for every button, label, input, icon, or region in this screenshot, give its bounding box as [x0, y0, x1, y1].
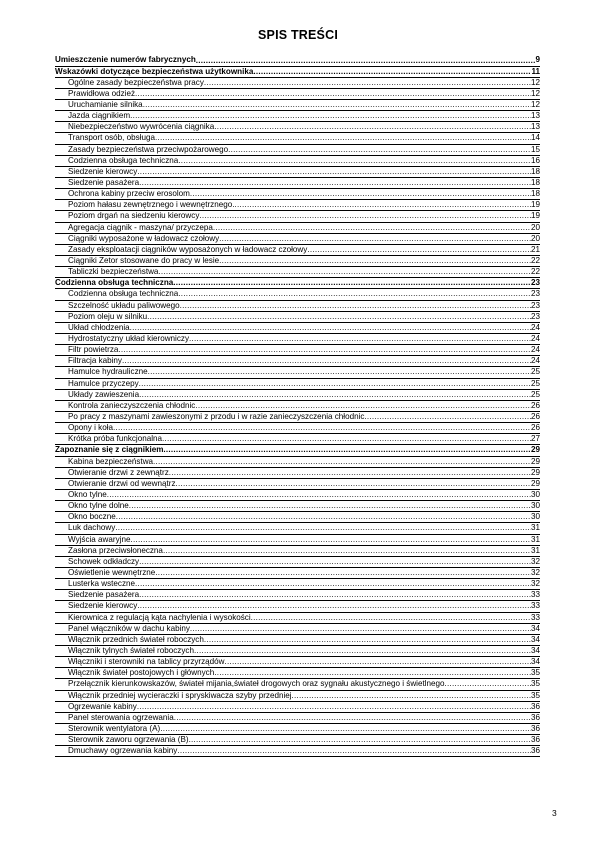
toc-entry-page: 18 [530, 166, 540, 176]
dot-leader [169, 468, 531, 478]
dot-leader [180, 301, 531, 311]
dot-leader [113, 423, 531, 433]
toc-entry-page: 24 [530, 322, 540, 332]
toc-entry-page: 21 [530, 244, 540, 254]
toc-entry[interactable] [55, 546, 540, 557]
toc-entry-page: 36 [530, 735, 540, 745]
toc-entry-page: 20 [530, 222, 540, 232]
toc-entry-page: 32 [530, 579, 540, 589]
toc-entry-page: 23 [530, 278, 540, 288]
dot-leader [176, 479, 531, 489]
toc-entry[interactable] [55, 713, 540, 724]
toc-entry-page: 15 [530, 144, 540, 154]
toc-entry-label: Kierownica z regulacją kąta nachylenia i wysokości [68, 612, 251, 622]
toc-entry[interactable] [55, 145, 540, 156]
dot-leader [122, 356, 531, 366]
toc-entry[interactable] [55, 323, 540, 334]
toc-entry-page: 13 [530, 111, 540, 121]
dot-leader [143, 100, 531, 110]
dot-leader [139, 178, 531, 188]
toc-entry[interactable] [55, 568, 540, 579]
toc-entry[interactable] [55, 89, 540, 100]
toc-entry[interactable] [55, 457, 540, 468]
dot-leader [178, 289, 531, 299]
toc-entry[interactable] [55, 468, 540, 479]
toc-entry[interactable] [55, 423, 540, 434]
toc-entry-label: Siedzenie pasażera [68, 178, 140, 188]
toc-entry-page: 13 [530, 122, 540, 132]
toc-entry-page: 34 [530, 657, 540, 667]
dot-leader [129, 501, 531, 511]
dot-leader [251, 613, 531, 623]
toc-entry-page: 35 [530, 668, 540, 678]
page-title: SPIS TREŚCI [258, 28, 338, 42]
toc-entry-label: Włącznik przednich świateł roboczych [68, 634, 204, 644]
toc-entry-label: Ogrzewanie kabiny [68, 701, 137, 711]
dot-leader [137, 167, 531, 177]
toc-entry-label: Wyjścia awaryjne [68, 534, 131, 544]
toc-entry-label: Układy zawieszenia [68, 389, 140, 399]
toc-entry[interactable] [55, 356, 540, 367]
dot-leader [160, 724, 531, 734]
toc-section-entry[interactable] [55, 445, 540, 456]
toc-entry-label: Zasłona przeciwsłoneczna [68, 545, 163, 555]
toc-entry-label: Filtr powietrza [68, 345, 119, 355]
dot-leader [107, 490, 531, 500]
toc-entry-label: Zasady eksploatacji ciągników wyposażonych w ładowacz czołowy [68, 244, 308, 254]
toc-entry-page: 12 [530, 88, 540, 98]
toc-entry-label: Siedzenie pasażera [68, 590, 140, 600]
toc-entry-label: Siedzenie kierowcy [68, 601, 138, 611]
toc-entry-label: Panel sterowania ogrzewania [68, 712, 174, 722]
toc-entry-label: Włączniki i sterowniki na tablicy przyrządów [68, 657, 225, 667]
toc-entry[interactable] [55, 100, 540, 111]
toc-entry[interactable] [55, 746, 540, 757]
toc-entry-page: 36 [530, 746, 540, 756]
toc-entry-page: 33 [530, 612, 540, 622]
toc-entry-label: Niebezpieczeństwo wywrócenia ciągnika [68, 122, 215, 132]
toc-entry-page: 25 [530, 378, 540, 388]
toc-entry-page: 32 [530, 556, 540, 566]
toc-entry[interactable] [55, 189, 540, 200]
toc-entry-label: Ogólne zasady bezpieczeństwa pracy [68, 77, 204, 87]
toc-entry-page: 31 [530, 545, 540, 555]
toc-entry[interactable] [55, 234, 540, 245]
toc-entry[interactable] [55, 579, 540, 590]
dot-leader [163, 445, 531, 455]
toc-entry[interactable] [55, 133, 540, 144]
toc-entry-label: Włącznik tylnych świateł roboczych [68, 645, 194, 655]
toc-entry-label: Włącznik świateł postojowych i głównych [68, 668, 215, 678]
toc-entry[interactable] [55, 178, 540, 189]
toc-entry[interactable] [55, 724, 540, 735]
dot-leader [189, 334, 531, 344]
toc-entry-label: Ciągniki wyposażone w ładowacz czołowy [68, 233, 220, 243]
toc-entry-label: Przełącznik kierunkowskazów, świateł mijania,świateł drogowych oraz sygnału akustycznego i świetlnego [68, 679, 445, 689]
dot-leader [155, 568, 531, 578]
toc-entry-page: 19 [530, 200, 540, 210]
toc-entry[interactable] [55, 412, 540, 423]
dot-leader [115, 523, 531, 533]
toc-entry-label: Sterownik wentylatora (A) [68, 723, 161, 733]
toc-entry[interactable] [55, 691, 540, 702]
toc-entry-page: 26 [530, 411, 540, 421]
dot-leader [135, 579, 531, 589]
toc-entry-label: Krótka próba funkcjonalna [68, 434, 163, 444]
dot-leader [139, 390, 531, 400]
dot-leader [219, 256, 531, 266]
toc-entry-label: Panel włączników w dachu kabiny [68, 623, 190, 633]
dot-leader [135, 89, 531, 99]
dot-leader [196, 56, 536, 66]
dot-leader [139, 379, 531, 389]
toc-entry-page: 29 [530, 478, 540, 488]
toc-entry-label: Oświetlenie wewnętrzne [68, 567, 156, 577]
toc-entry[interactable] [55, 646, 540, 657]
toc-entry-label: Agregacja ciągnik - maszyna/ przyczepa [68, 222, 213, 232]
toc-entry-page: 22 [530, 256, 540, 266]
toc-entry-label: Włącznik przedniej wycieraczki i spryskiwacza szyby przedniej [68, 690, 292, 700]
toc-entry-page: 36 [530, 723, 540, 733]
toc-entry-label: Poziom drgań na siedzeniu kierowcy [68, 211, 200, 221]
toc-entry-label: Codzienna obsługa techniczna [55, 278, 174, 288]
toc-entry[interactable] [55, 167, 540, 178]
dot-leader [139, 590, 531, 600]
toc-entry-label: Hydrostatyczny układ kierowniczy [68, 334, 189, 343]
toc-entry-label: Umieszczenie numerów fabrycznych [55, 55, 196, 65]
toc-entry[interactable] [55, 111, 540, 122]
toc-entry[interactable] [55, 200, 540, 211]
toc-section-entry[interactable] [55, 56, 540, 67]
toc-entry-page: 36 [530, 712, 540, 722]
toc-entry[interactable] [55, 334, 540, 345]
toc-entry-label: Otwieranie drzwi z zewnątrz [68, 467, 169, 477]
toc-entry-page: 34 [530, 634, 540, 644]
toc-entry[interactable] [55, 367, 540, 378]
toc-entry-page: 24 [530, 345, 540, 355]
dot-leader [204, 78, 531, 88]
toc-entry-label: Kabina bezpieczeństwa [68, 456, 154, 466]
toc-entry-label: Wskazówki dotyczące bezpieczeństwa użytkownika [55, 66, 254, 76]
toc-entry-label: Hamulce hydrauliczne [68, 367, 148, 377]
toc-entry-label: Poziom oleju w silniku [68, 311, 148, 321]
toc-entry-page: 29 [530, 467, 540, 477]
toc-entry[interactable] [55, 657, 540, 668]
toc-entry-label: Hamulce przyczepy [68, 378, 139, 388]
toc-entry[interactable] [55, 301, 540, 312]
toc-entry-label: Otwieranie drzwi od wewnątrz [68, 478, 176, 488]
dot-leader [153, 457, 531, 467]
toc-entry[interactable] [55, 312, 540, 323]
toc-entry-label: Po pracy z maszynami zawieszonymi z przodu i w razie zanieczyszczenia chłodnic [68, 411, 365, 421]
toc-entry-page: 32 [530, 567, 540, 577]
dot-leader [190, 189, 531, 199]
toc-entry[interactable] [55, 501, 540, 512]
toc-entry-page: 24 [530, 356, 540, 366]
toc-entry-page: 27 [530, 434, 540, 444]
toc-entry-label: Transport osób, obsługa [68, 133, 155, 143]
toc-section-entry[interactable] [55, 67, 540, 78]
toc-entry-page: 29 [530, 445, 540, 455]
toc-entry-label: Zapoznanie się z ciągnikiem [55, 445, 164, 455]
dot-leader [189, 735, 531, 745]
toc-entry-page: 31 [530, 534, 540, 544]
toc-entry[interactable] [55, 122, 540, 133]
dot-leader [204, 635, 531, 645]
toc-entry[interactable] [55, 434, 540, 445]
toc-entry[interactable] [55, 345, 540, 356]
dot-leader [155, 133, 531, 143]
toc-entry[interactable] [55, 512, 540, 523]
toc-entry[interactable] [55, 702, 540, 713]
toc-entry-page: 11 [531, 66, 540, 76]
toc-entry-label: Okno tylne dolne [68, 501, 129, 511]
dot-leader [194, 646, 531, 656]
toc-entry-page: 23 [530, 311, 540, 321]
toc-entry-label: Okno boczne [68, 512, 116, 522]
dot-leader [137, 601, 531, 611]
dot-leader [178, 156, 531, 166]
dot-leader [158, 267, 531, 277]
toc-entry-page: 29 [530, 456, 540, 466]
toc-entry-page: 20 [530, 233, 540, 243]
toc-entry[interactable] [55, 535, 540, 546]
dot-leader [139, 557, 531, 567]
toc-entry-page: 18 [530, 189, 540, 199]
toc-entry-page: 9 [535, 55, 540, 65]
toc-entry[interactable] [55, 401, 540, 412]
toc-entry-page: 12 [530, 100, 540, 110]
toc-entry-label: Luk dachowy [68, 523, 116, 533]
dot-leader [234, 200, 531, 210]
dot-leader [130, 323, 531, 333]
toc-entry[interactable] [55, 390, 540, 401]
toc-entry[interactable] [55, 557, 540, 568]
dot-leader [292, 691, 531, 701]
toc-entry-page: 34 [530, 645, 540, 655]
toc-entry-label: Szczelność układu paliwowego [68, 300, 180, 310]
toc-entry-page: 35 [530, 690, 540, 700]
toc-entry-label: Poziom hałasu zewnętrznego i wewnętrznego. [68, 200, 235, 210]
toc-entry-page: 35 [530, 679, 540, 689]
dot-leader [445, 679, 531, 689]
toc-entry-label: Sterownik zaworu ogrzewania (B) [68, 735, 189, 745]
toc-entry[interactable] [55, 267, 540, 278]
toc-entry-label: Dmuchawy ogrzewania kabiny [68, 746, 178, 756]
toc-entry[interactable] [55, 668, 540, 679]
toc-entry-page: 14 [530, 133, 540, 143]
toc-entry-page: 23 [530, 300, 540, 310]
dot-leader [225, 657, 531, 667]
toc-entry-label: Układ chłodzenia [68, 322, 130, 332]
page-number: 3 [552, 808, 557, 818]
toc-entry-page: 23 [530, 289, 540, 299]
toc-entry[interactable] [55, 256, 540, 267]
toc-entry[interactable] [55, 601, 540, 612]
toc-entry-page: 26 [530, 423, 540, 433]
dot-leader [148, 367, 531, 377]
dot-leader [214, 668, 531, 678]
dot-leader [174, 713, 531, 723]
toc-entry[interactable] [55, 523, 540, 534]
toc-entry-label: Okno tylne [68, 489, 107, 499]
toc-section-entry[interactable] [55, 278, 540, 289]
toc-entry[interactable] [55, 245, 540, 256]
dot-leader [162, 434, 531, 444]
toc-entry[interactable] [55, 624, 540, 635]
toc-entry-page: 34 [530, 623, 540, 633]
toc-entry-page: 16 [530, 155, 540, 165]
toc-entry-page: 25 [530, 389, 540, 399]
dot-leader [130, 111, 531, 121]
toc-entry-label: Ciągniki Zetor stosowane do pracy w lesie [68, 256, 220, 266]
toc-entry-page: 33 [530, 590, 540, 600]
toc-entry-label: Tabliczki bezpieczeństwa [68, 267, 159, 277]
toc-entry-label: Ochrona kabiny przeciw erosolom [68, 189, 190, 199]
toc-entry[interactable] [55, 479, 540, 490]
dot-leader [214, 122, 531, 132]
dot-leader [137, 702, 531, 712]
dot-leader [253, 67, 531, 77]
toc-entry-label: Codzienna obsługa techniczna [68, 289, 179, 299]
dot-leader [364, 412, 531, 422]
toc-entry-page: 12 [530, 77, 540, 87]
toc-entry-label: Uruchamianie silnika [68, 100, 143, 110]
toc-entry[interactable] [55, 735, 540, 746]
dot-leader [195, 401, 531, 411]
dot-leader [173, 278, 531, 288]
toc-entry-page: 33 [530, 601, 540, 611]
toc-entry-page: 18 [530, 178, 540, 188]
dot-leader [147, 312, 531, 322]
toc-entry-page: 30 [530, 489, 540, 499]
toc-entry[interactable] [55, 490, 540, 501]
toc-entry-page: 26 [530, 400, 540, 410]
toc-entry-page: 31 [530, 523, 540, 533]
toc-entry-label: Siedzenie kierowcy [68, 166, 138, 176]
toc-entry[interactable] [55, 223, 540, 234]
dot-leader [130, 535, 531, 545]
toc-entry-page: 36 [530, 701, 540, 711]
toc-entry-page: 19 [530, 211, 540, 221]
toc-entry-label: Prawidłowa odzież [68, 88, 136, 98]
dot-leader [163, 546, 531, 556]
toc-entry-page: 22 [530, 267, 540, 277]
table-of-contents [55, 56, 540, 758]
toc-entry[interactable] [55, 78, 540, 89]
dot-leader [219, 234, 531, 244]
toc-entry-label: Schowek odkładczy [68, 556, 140, 566]
dot-leader [228, 145, 531, 155]
toc-entry[interactable] [55, 156, 540, 167]
toc-entry[interactable] [55, 590, 540, 601]
toc-entry-page: 24 [530, 334, 540, 343]
toc-entry-page: 25 [530, 367, 540, 377]
toc-entry-page: 30 [530, 512, 540, 522]
toc-entry-label: Opony i koła [68, 423, 113, 433]
dot-leader [307, 245, 531, 255]
toc-entry-page: 30 [530, 501, 540, 511]
toc-entry[interactable] [55, 635, 540, 646]
toc-entry[interactable] [55, 211, 540, 222]
toc-entry-label: Jazda ciągnikiem [68, 111, 131, 121]
dot-leader [199, 211, 531, 221]
toc-entry-label: Kontrola zanieczyszczenia chłodnic [68, 400, 196, 410]
dot-leader [116, 512, 531, 522]
toc-entry[interactable] [55, 379, 540, 390]
dot-leader [177, 746, 531, 756]
dot-leader [190, 624, 531, 634]
toc-entry[interactable] [55, 679, 540, 690]
toc-entry-label: Filtracja kabiny [68, 356, 122, 366]
toc-entry-label: Codzienna obsługa techniczna [68, 155, 179, 165]
toc-entry-label: Lusterka wsteczne [68, 579, 136, 589]
dot-leader [213, 223, 531, 233]
dot-leader [118, 345, 531, 355]
toc-entry[interactable] [55, 613, 540, 624]
toc-entry[interactable] [55, 289, 540, 300]
toc-entry-label: Zasady bezpieczeństwa przeciwpożarowego [68, 144, 229, 154]
